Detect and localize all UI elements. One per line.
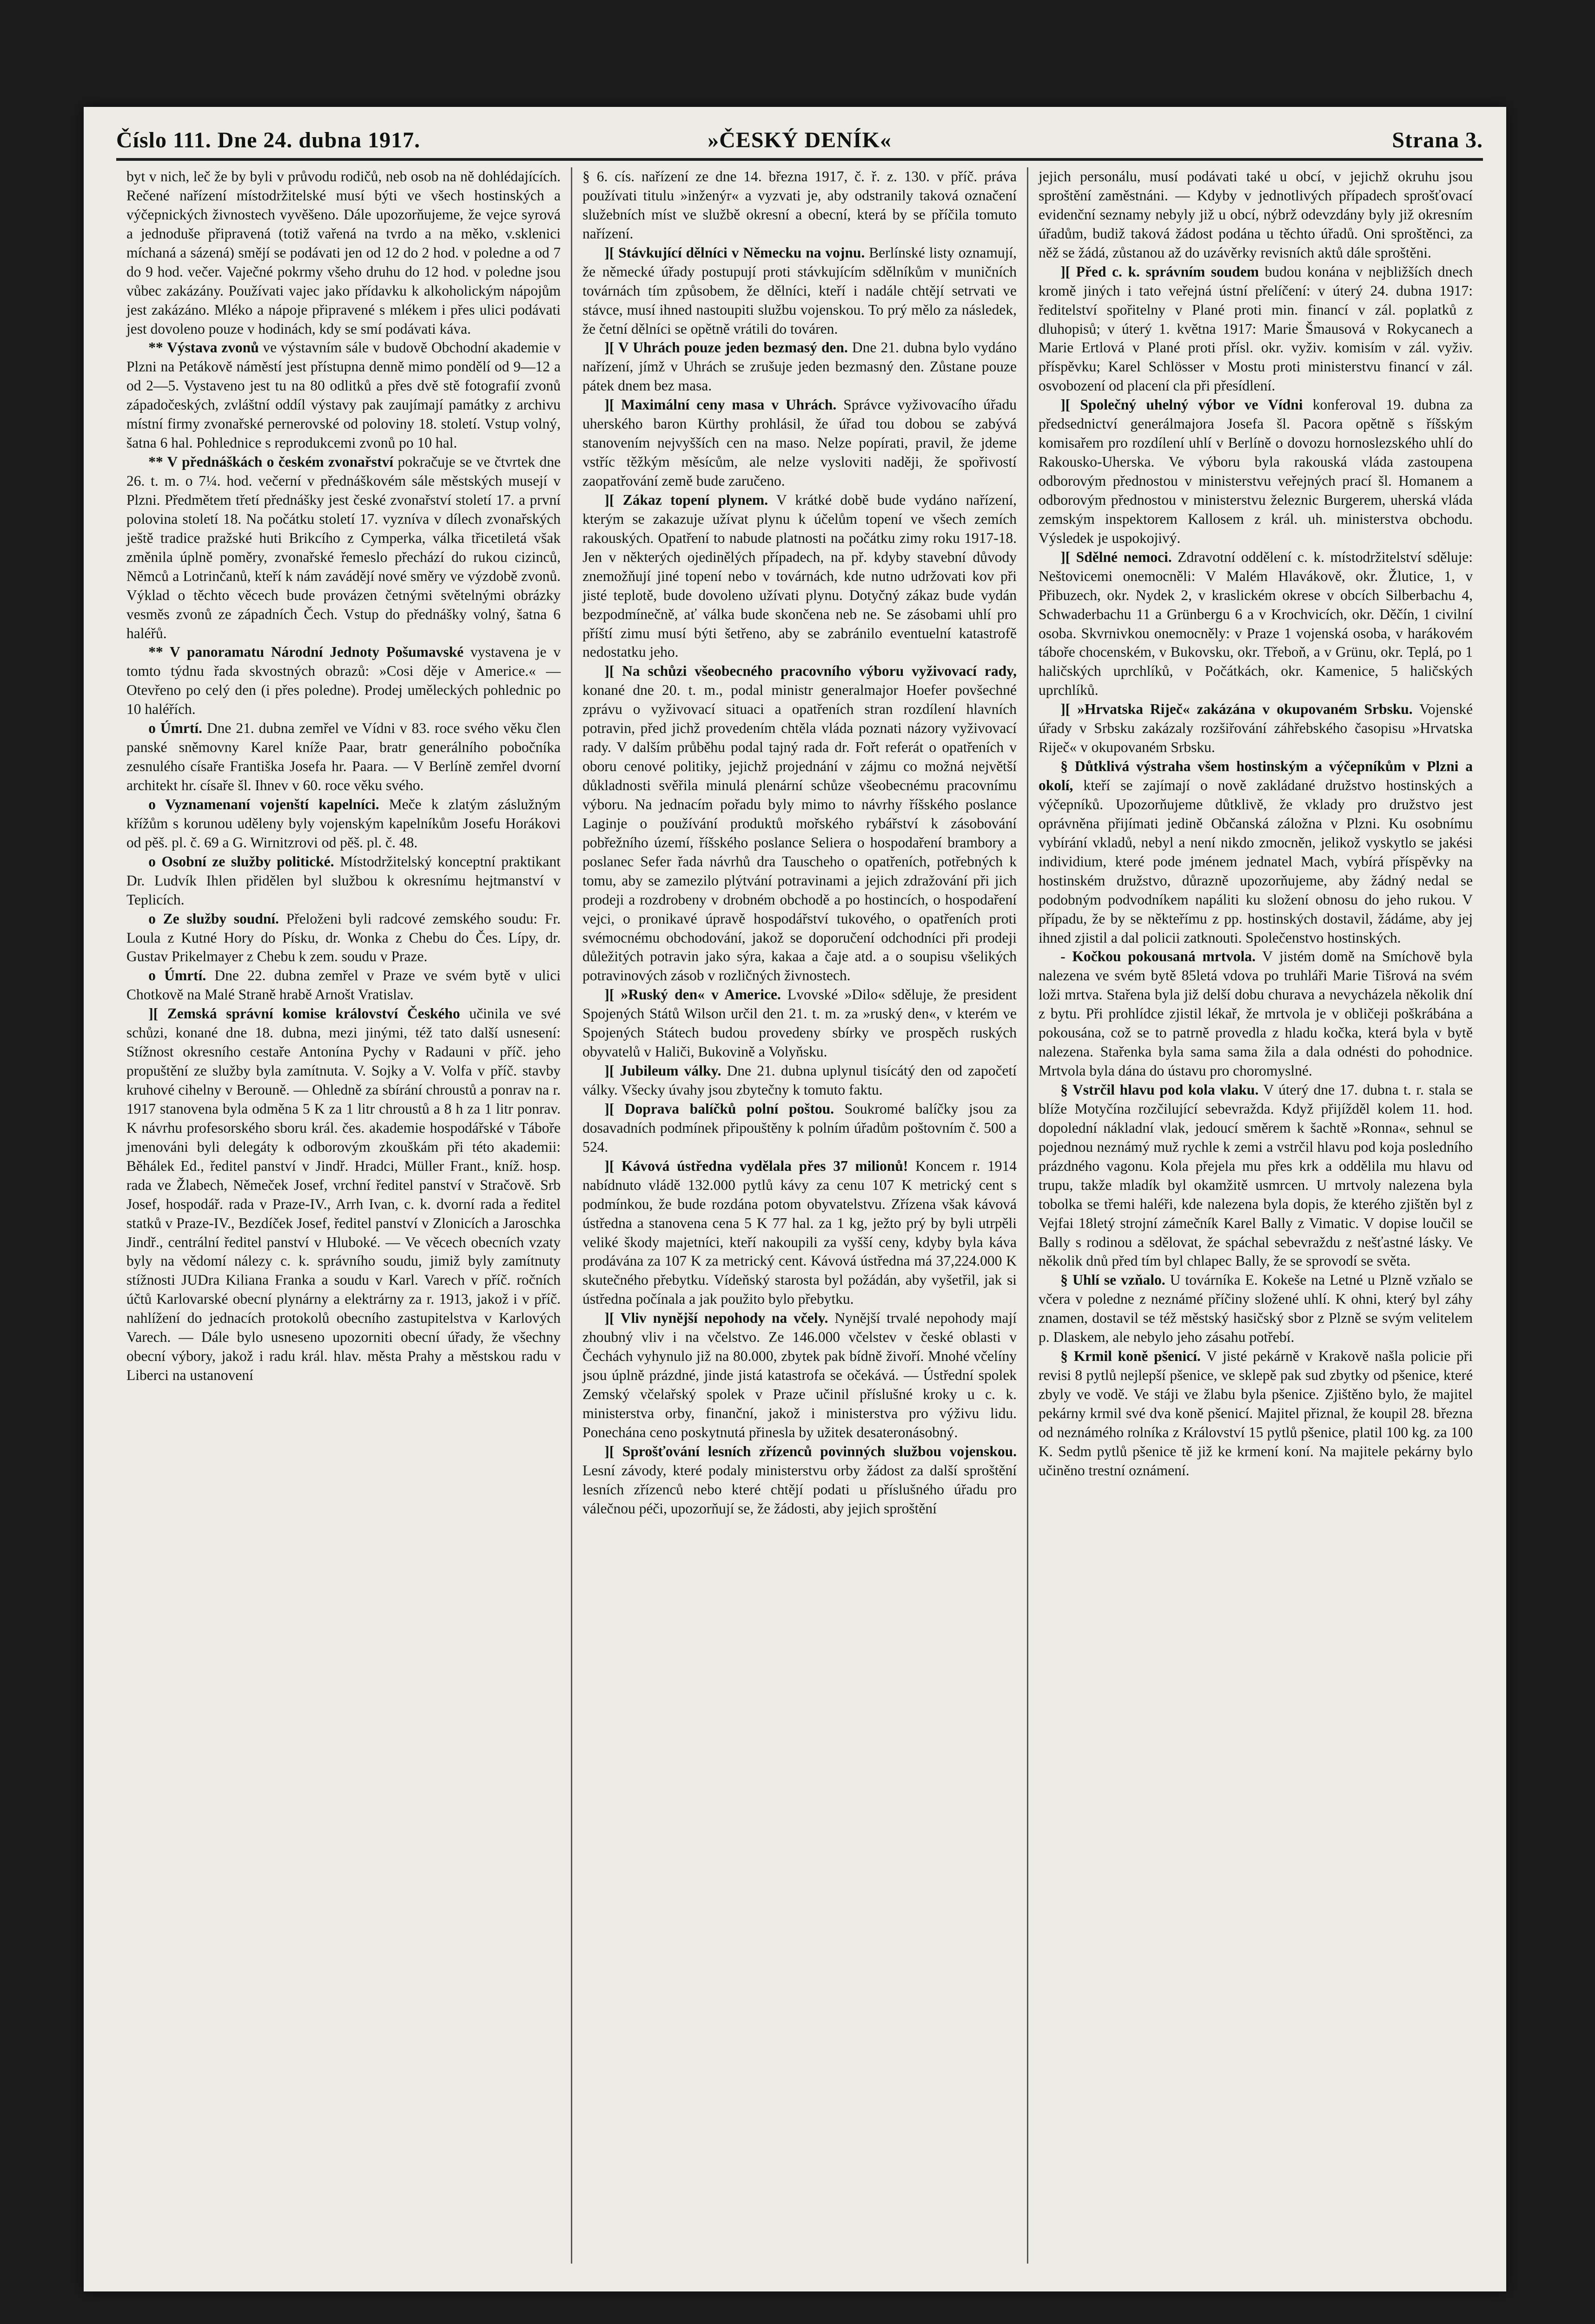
article-text: Lvovské »Dilo« sděluje, že president Spojených Států Wilson určil den 21. t. m. za »ruský den«, v kterém ve Spojených Státech budou provedeny sbírky ve prospěch ruských obyvatelů v Haliči, Bukovině a Volyňsku. bbox=[582, 986, 1017, 1060]
article-text: budou konána v nejbližších dnech kromě jiných i tato veřejná ústní přelíčení: v úterý 24. dubna 1917: ředitelství spořitelny v Plané proti min. financí v zál. poplatků z dluhopisů; v úterý 1. května 1917: Marie Šmausová v Rokycanech a Marie Ertlová v Plané proti přísl. okr. vyživ. komisím v zál. vyživ. příspěvku; Karel Schlösser v Mostu proti ministerstvu financí v zál. osvobození od placení cla při přesídlení. bbox=[1039, 263, 1473, 394]
article-paragraph bbox=[1039, 396, 1473, 548]
article-paragraph bbox=[582, 338, 1017, 396]
article-text: byt v nich, leč že by byli v průvodu rodičů, neb osob na ně dohlédajících. Rečené nařízení místodržitelské musí býti ve všech hostinských a výčepnických živnostech vyvěšeno. Dále upozorňujeme, že vejce syrová a jednoduše připravená (totiž vařená na tvrdo a na měko, v.sklenici míchaná a sázená) smějí se podávati jen od 12 do 2 hod. v poledne a od 7 do 9 hod. večer. Vaječné pokrmy všeho druhu do 12 hod. v poledne jsou vůbec zakázány. Používati vajec jako přídavku k alkoholickým nápojům jest zakázáno. Mléko a nápoje připravené s mlékem i přes ulici podávati jest dovoleno pouze v hodinách, kdy se smí podávati káva. bbox=[126, 168, 561, 337]
article-headline: o Osobní ze služby politické. bbox=[148, 853, 334, 870]
article-paragraph bbox=[1039, 167, 1473, 263]
article-text: jejich personálu, musí podávati také u obcí, v jejichž okruhu jsou sproštění zaměstnáni. — Kdyby v jednotlivých případech sprošťovací evidenční seznamy nebyly již u obcí, nýbrž odevzdány byly již okresním úřadům, budiž taková žádost podána u těchto úřadů. Oni sproštěnci, za něž se žádá, zůstanou až do uzávěrky revisních aktů dále sproštěni. bbox=[1039, 168, 1473, 261]
article-headline: § Důtklivá výstraha všem hostinským a výčepníkům v Plzni a okolí, bbox=[1039, 758, 1473, 793]
article-text: Berlínské listy oznamují, že německé úřady postupují proti stávkujícím sdělníkům v muničních továrnách tím způsobem, že dělníci, kteří i nadále chtějí setrvati ve stávce, musí ihned nastoupiti službu vojenskou. To prý mělo za následek, že četní dělníci se opětně vrátili do továren. bbox=[582, 244, 1017, 337]
article-paragraph bbox=[582, 1442, 1017, 1519]
article-paragraph bbox=[126, 966, 561, 1004]
article-text: kteří se zajímají o nově zakládané družstvo hostinských a výčepníků. Upozorňujeme důtklivě, že vklady pro družstvo jest oprávněna přijímati jedině Občanská záložna v Plzni. Ku osobnímu vybírání vkladů, nebyl a není nikdo zmocněn, jelikož vyskytlo se jakési individium, které pode jménem jednatel Mach, vybírá příspěvky na hostinském družstvo, důrazně upozorňujeme, aby žádný nedal se podobným podvodníkem napáliti ku složení obnosu do jeho rukou. V případu, že by se někteřímu z pp. hostinských dostavil, žádáme, aby jej ihned zjistil a dal policii zatknouti. Společenstvo hostinských. bbox=[1039, 777, 1473, 946]
article-paragraph bbox=[582, 244, 1017, 339]
article-text: ve výstavním sále v budově Obchodní akademie v Plzni na Petákově náměstí jest přístupna denně mimo pondělí od 9—12 a od 2—5. Vystaveno jest tu na 80 odlitků a přes dvě stě fotografií zvonů západočeských, zvláštní oddíl výstavy pak zaujímají památky z archivu místní firmy zvonařské pernerovské od poloviny 18. století. Vstup volný, šatna 6 hal. Pohlednice s reprodukcemi zvonů po 10 hal. bbox=[126, 339, 561, 451]
article-headline: ][ Sdělné nemoci. bbox=[1060, 548, 1172, 565]
article-paragraph bbox=[1039, 1271, 1473, 1347]
article-paragraph bbox=[126, 338, 561, 453]
article-paragraph bbox=[582, 1309, 1017, 1442]
article-text: Soukromé balíčky jsou za dosavadních podmínek připouštěny k polním úřadům poštovním č. 500 a 524. bbox=[582, 1100, 1017, 1155]
article-paragraph bbox=[1039, 1081, 1473, 1271]
article-text: učinila ve své schůzi, konané dne 18. dubna, mezi jinými, též tato další usnesení: Stížnost okresního cestaře Antonína Pychy v Radauni v příč. jeho propuštění ze služby byla zamítnuta. V. Sojky a V. Volfa v příč. stavby kruhové cihelny v Berouně. — Ohledně za sbírání chroustů a ponrav na r. 1917 stanovena byla odměna 5 K za 1 litr chroustů a 8 h za 1 litr ponrav. K návrhu profesorského sboru král. čes. akademie hospodářské v Táboře jmenováni byli delegáty k odborovým zkouškám při této akademii: Běhálek Ed., ředitel panství v Jindř. Hradci, Müller Frant., kníž. hosp. rada ve Žlabech, Němeček Josef, vrchní ředitel panství v Stračově. Srb Josef, hospodář. rada v Praze-IV., Arrh Ivan, c. k. dvorní rada a ředitel statků v Praze-IV., Bezdíček Josef, ředitel panství v Zlonicích a Jaroschka Jindř., centrální ředitel panství v Hluboké. — Ve věcech obecních vzaty byly na vědomí nálezy c. k. správního soudu, jimiž byly zamítnuty stížnosti JUDra Kiliana Franka a soudu v Karl. Varech v příč. ročních účtů Karlovarské obecní plynárny a elektrárny za r. 1913, jakož i v příč. nahlížení do jednacích protokolů obecního zastupitelstva v Karlových Varech. — Dále bylo usneseno upozorniti obecní úřady, že všechny obecní výbory, jakož i radu král. hlav. města Prahy a městskou radu v Liberci na ustanovení bbox=[126, 1005, 561, 1384]
article-paragraph bbox=[126, 719, 561, 795]
article-paragraph bbox=[1039, 1347, 1473, 1480]
page-header bbox=[116, 121, 1483, 161]
article-text: Meče k zlatým záslužným křížům s korunou uděleny byly vojenským kapelníkům Josefu Horákovi od pěš. pl. č. 69 a G. Wirnitzrovi od pěš. pl. č. 48. bbox=[126, 796, 561, 851]
article-text: § 6. cís. nařízení ze dne 14. března 1917, č. ř. z. 130. v příč. práva používati titulu »inženýr« a vyzvati je, aby odstranily taková označení služebních míst ve službě okresní a obecní, která by se příčila tomuto nařízení. bbox=[582, 168, 1017, 242]
article-text: pokračuje se ve čtvrtek dne 26. t. m. o 7¼. hod. večerní v přednáškovém sále městských musejí v Plzni. Předmětem třetí přednášky jest české zvonařství století 17. a první polovina století 18. Na počátku století 17. vyzníva v dílech zvonařských ještě tradice pražské huti Brikcího z Cymperka, válka třicetiletá však změnila úplně poměry, zvonařské řemeslo přechází do rukou cizinců, Němců a Lotrinčanů, kteří k nám zavádějí nové směry ve výzdobě zvonů. Výklad o těchto věcech bude provázen četnými světelnými obrázky vesměs zvonů ze západních Čech. Vstup do přednášky volný, šatna 6 haléřů. bbox=[126, 454, 561, 641]
article-headline: ][ Jubileum války. bbox=[604, 1063, 721, 1079]
article-text: Dne 21. dubna uplynul tisícátý den od započetí války. Všecky úvahy jsou zbytečny k tomuto faktu. bbox=[582, 1063, 1017, 1098]
article-headline: § Uhlí se vzňalo. bbox=[1060, 1272, 1165, 1288]
article-headline: ** Výstava zvonů bbox=[148, 339, 259, 356]
article-text: Dne 22. dubna zemřel v Praze ve svém bytě v ulici Chotkově na Malé Straně hrabě Arnošt Vratislav. bbox=[126, 967, 561, 1003]
article-paragraph bbox=[582, 985, 1017, 1062]
article-paragraph bbox=[1039, 757, 1473, 947]
newspaper-title: »ČESKÝ DENÍK« bbox=[708, 128, 892, 152]
article-paragraph bbox=[582, 396, 1017, 491]
article-text: Vojenské úřady v Srbsku zakázaly rozšiřování záhřebského časopisu »Hrvatska Riječ« v okupovaném Srbsku. bbox=[1039, 701, 1473, 756]
article-headline: o Vyznamenaní vojenští kapelníci. bbox=[148, 796, 379, 812]
article-headline: ][ Doprava balíčků polní poštou. bbox=[604, 1100, 834, 1117]
article-headline: § Krmil koně pšenicí. bbox=[1060, 1348, 1201, 1365]
article-text: Správce vyživovacího úřadu uherského baron Kürthy prohlásil, že úřad tou dobou se zabývá stanovením nejvyšších cen na maso. Nelze popírati, pravil, že jdeme vstříc těžkým měsícům, ale nelze vysloviti naději, že spořivostí zaopatřování země bude zaručeno. bbox=[582, 396, 1017, 489]
article-headline: o Úmrtí. bbox=[148, 967, 206, 984]
article-paragraph bbox=[582, 1100, 1017, 1157]
column-3 bbox=[1027, 167, 1483, 2264]
article-paragraph bbox=[126, 852, 561, 910]
article-paragraph bbox=[126, 643, 561, 719]
article-paragraph bbox=[582, 1157, 1017, 1309]
article-headline: ][ Zákaz topení plynem. bbox=[604, 491, 768, 508]
issue-date: Číslo 111. Dne 24. dubna 1917. bbox=[116, 128, 421, 152]
article-text: Dne 21. dubna zemřel ve Vídni v 83. roce svého věku člen panské sněmovny Karel kníže Paar, bratr generálního pobočníka zesnulého císaře Františka Josefa hr. Paara. — V Berlíně zemřel dvorní architekt hr. císaře šl. Ihnev v 60. roce věku svého. bbox=[126, 720, 561, 793]
article-headline: ][ »Hrvatska Riječ« zakázána v okupovaném Srbsku. bbox=[1060, 701, 1413, 718]
article-headline: - Kočkou pokousaná mrtvola. bbox=[1060, 948, 1256, 965]
article-headline: ][ Stávkující dělníci v Německu na vojnu. bbox=[604, 244, 865, 261]
article-paragraph bbox=[126, 1004, 561, 1385]
article-paragraph bbox=[126, 910, 561, 967]
article-paragraph bbox=[582, 491, 1017, 662]
article-text: Zdravotní oddělení c. k. místodržitelství sděluje: Neštovicemi onemocněli: V Malém Hlavákově, okr. Žlutice, 1, v Přibuzech, okr. Nydek 2, v kraslickém okrese v obcích Silberbachu 4, Schwaderbachu 11 a Grünbergu 6 a v Krochvicích, okr. Děčín, 1 civilní osoba. Skvrnivkou onemocněly: v Praze 1 vojenská osoba, v harákovém táboře chocenském, v Bukovsku, okr. Třeboň, a v Grünu, okr. Teplá, po 1 haličských uprchlíků, v Počátkách, okr. Kamenice, 5 haličských uprchlíků. bbox=[1039, 548, 1473, 699]
article-paragraph bbox=[126, 453, 561, 643]
article-headline: ][ »Ruský den« v Americe. bbox=[604, 986, 781, 1003]
article-text: Nynější trvalé nepohody mají zhoubný vliv i na včelstvo. Ze 146.000 včelstev v české oblasti v Čechách vyhynulo již na 80.000, zbytek pak bídně živoří. Mnohé včelíny jsou úplně prázdné, jinde jistá katastrofa se očekává. — Ústřední spolek Zemský včelařský spolek v Praze učinil příslušné kroky u c. k. ministerstva orby, finanční, jakož i ministerstva pro výživu lidu. Ponechána ceno poskytnutá přinesla by užitek desateronásobný. bbox=[582, 1310, 1017, 1440]
article-paragraph bbox=[126, 795, 561, 852]
column-1 bbox=[116, 167, 571, 2264]
article-text: V jisté pekárně v Krakově našla policie při revisi 8 pytlů nejlepší pšenice, ve sklepě pak sud zbytky od pšenice, které zbyly ve vodě. Ve stáji ve žlabu byla pšenice. Zjištěno bylo, že majitel pekárny krmil své dva koně pšenicí. Majitel přiznal, že koupil 28. března od neznámého rolníka z Království 15 pytlů pšenice, platil 100 kg. za 100 K. Sedm pytlů pšenice tě již ke krmení koní. Na majitele pekárny bylo učiněno trestní oznámení. bbox=[1039, 1348, 1473, 1479]
article-headline: ][ Na schůzi všeobecného pracovního výboru vyživovací rady, bbox=[604, 663, 1017, 680]
article-headline: ][ Maximální ceny masa v Uhrách. bbox=[604, 396, 837, 413]
article-columns bbox=[116, 167, 1483, 2264]
article-text: vystavena je v tomto týdnu řada skvostných obrazů: »Cosi děje v Americe.« — Otevřeno po celý den (i přes poledne). Prodej uměleckých pohlednic po 10 haléřích. bbox=[126, 644, 561, 718]
article-text: konané dne 20. t. m., podal ministr generalmajor Hoefer povšechné zprávu o vyživovací situaci a opatřeních stran rozdílení hlavních potravin, před jichž provedením chtěla vláda poznati názory vyživovací rady. V dalším průběhu podal tajný rada dr. Fořt referát o opatřeních v oboru cenové politiky, jejichž projednání v zájmu co možná největší důkladnosti svěřila minulá plenární schůze všeobecnému pracovnímu výboru. Na jednacím pořadu byly mimo to návrhy říšského poslance Laginje o používání produktů mořského rybářství k zásobování pobřežního území, říšského poslance Seliera o hospodaření brambory a poslanec Sefer řada návrhů dra Tauscheho o opatřeních, potřebných k tomu, aby se zamezilo plýtvání potravinami a jejich zdražování při jich prodeji a rozdrobeny v drobném obchodě a po hostincích, o hospodaření vejci, o pronikavé úpravě hospodářství tukového, o opatřeních proti svémocnému obchodování, jakož se doporučení odchodníci při prodeji důležitých potravin jako sýra, kakaa a čaje atd. a o soupisu všelikých potravinových zásob v rozličných živnostech. bbox=[582, 682, 1017, 984]
page-number: Strana 3. bbox=[1392, 128, 1483, 152]
article-text: konferoval 19. dubna za předsednictví generálmajora Josefa šl. Pacora opětně s říšským komisařem pro rozdílení uhlí v Berlíně o dovozu hornoslezského uhlí do Rakousko-Uherska. Ve výboru byla rakouská vláda zastoupena odborovým přednostou v ministerstvu veřejných prací šl. Homanem a odborovým přednostou v ministerstvu železnic Burgerem, uherská vláda zemským inspektorem Kallosem z král. uh. ministerstva obchodu. Výsledek je uspokojivý. bbox=[1039, 396, 1473, 546]
article-paragraph bbox=[1039, 548, 1473, 700]
article-text: V krátké době bude vydáno nařízení, kterým se zakazuje užívat plynu k účelům topení ve všech zemích rakouských. Opatření to nabude platnosti na počátku zimy roku 1917-18. Jen v některých ojedinělých případech, na př. kdyby stavební důvody znemožňují jiné topení nebo v továrnách, kde nutno udržovati kov při jisté teplotě, bude dovoleno užívati plynu. Dotyčný zákaz bude vydán bezpodmínečně, ať válka bude skončena neb ne. Se zásobami uhlí pro příští zimu musí býti šetřeno, aby se zabránilo eventuelní katastrofě nedostatku jeho. bbox=[582, 491, 1017, 660]
article-headline: ][ Před c. k. správním soudem bbox=[1060, 263, 1259, 280]
article-headline: ][ V Uhrách pouze jeden bezmasý den. bbox=[604, 339, 848, 356]
article-text: V jistém domě na Smíchově byla nalezena ve svém bytě 85letá vdova po truhláři Marie Tišrová na svém loži mrtva. Stařena byla již delší dobu churava a nevycházela několik dní z bytu. Při prohlídce zjistil lékař, že mrtvola je v obličeji poškrábána a pokousána, což se to patrně provedla z hladu kočka, která byla v bytě nalezena. Stařenka byla sama sama žila a dala odnésti do pohodnice. Mrtvola byla dána do ústavu pro choromyslné. bbox=[1039, 948, 1473, 1079]
article-text: Lesní závody, které podaly ministerstvu orby žádost za další sproštění lesních zřízenců nebo které chtějí podati u příslušného úřadu pro válečnou péči, upozorňují se, že žádosti, aby jejich sproštění bbox=[582, 1462, 1017, 1517]
column-2 bbox=[571, 167, 1027, 2264]
article-headline: ** V přednáškách o českém zvonařství bbox=[148, 454, 394, 470]
article-text: Přeloženi byli radcové zemského soudu: Fr. Loula z Kutné Hory do Písku, dr. Wonka z Chebu do Čes. Lípy, dr. Gustav Prikelmayer z Chebu k zem. soudu v Praze. bbox=[126, 910, 561, 965]
article-paragraph bbox=[582, 167, 1017, 244]
article-headline: ** V panoramatu Národní Jednoty Pošumavské bbox=[148, 644, 464, 660]
article-headline: o Ze služby soudní. bbox=[148, 910, 279, 927]
article-paragraph bbox=[126, 167, 561, 338]
article-paragraph bbox=[1039, 263, 1473, 396]
article-text: Koncem r. 1914 nabídnuto vládě 132.000 pytlů kávy za cenu 107 K metrický cent s podmínkou, že bude rozdána potom obyvatelstvu. Zřízena však kávová ústředna a stanovena cena 5 K 77 hal. za 1 kg, ježto prý by byli utrpěli veliké škody majetníci, kteří nakoupili za vyšší ceny, kdyby byla káva prodávána za 107 K za metrický cent. Kávová ústředna má 37,224.000 K skutečného přebytku. Vídeňský starosta byl požádán, aby vyšetřil, jak si ústředna počínala a jak použito bylo přebytku. bbox=[582, 1157, 1017, 1307]
article-headline: ][ Kávová ústředna vydělala přes 37 milionů! bbox=[604, 1157, 908, 1174]
article-headline: o Úmrtí. bbox=[148, 720, 203, 737]
article-text: V úterý dne 17. dubna t. r. stala se blíže Motyčína rozčilující sebevražda. Když přijížděl kolem 11. hod. dopolední nákladní vlak, jedoucí směrem k šachtě »Ronna«, sehnul se pojednou neznámý muž rychle k zemi a vstrčil hlavu pod koja posledního prázdného vagonu. Kola přejela mu přes krk a oddělila mu hlavu od trupu, takže mladík byl okamžitě usmrcen. U mrtvoly nalezena byla tobolka se třemi haléři, kde nalezena byla dopis, že kterého zjištěn byl z Vejfai 18letý strojní zámečník Karel Bally z Vimatic. V dopise loučil se Bally s rodinou a sdělovat, že spáchal sebevraždu z nešťastné lásky. Ve několik dnů před tím byl chlapec Bally, že se sprovodí se světa. bbox=[1039, 1082, 1473, 1269]
article-headline: ][ Sprošťování lesních zřízenců povinných službou vojenskou. bbox=[604, 1443, 1017, 1459]
article-headline: ][ Společný uhelný výbor ve Vídni bbox=[1060, 396, 1303, 413]
article-text: Místodržitelský konceptní praktikant Dr. Ludvík Ihlen přidělen byl službou k okresnímu hejtmanství v Teplicích. bbox=[126, 853, 561, 908]
newspaper-page bbox=[84, 107, 1506, 2291]
article-paragraph bbox=[582, 1062, 1017, 1100]
article-paragraph bbox=[582, 662, 1017, 985]
article-paragraph bbox=[1039, 700, 1473, 757]
article-paragraph bbox=[1039, 947, 1473, 1081]
article-text: U továrníka E. Kokeše na Letné u Plzně vzňalo se včera v poledne z neznámé příčiny složené uhlí. K ohni, který byl záhy znamen, dostavil se též městský hasičský sbor z Plzně se svým velitelem p. Dlaskem, ale nebylo jeho zásahu potřebí. bbox=[1039, 1272, 1473, 1346]
article-text: Dne 21. dubna bylo vydáno nařízení, jímž v Uhrách se zrušuje jeden bezmasný den. Zůstane pouze pátek dnem bez masa. bbox=[582, 339, 1017, 394]
article-headline: ][ Vliv nynější nepohody na včely. bbox=[604, 1310, 828, 1327]
article-headline: § Vstrčil hlavu pod kola vlaku. bbox=[1060, 1082, 1259, 1098]
article-headline: ][ Zemská správní komise království Českého bbox=[148, 1005, 460, 1022]
